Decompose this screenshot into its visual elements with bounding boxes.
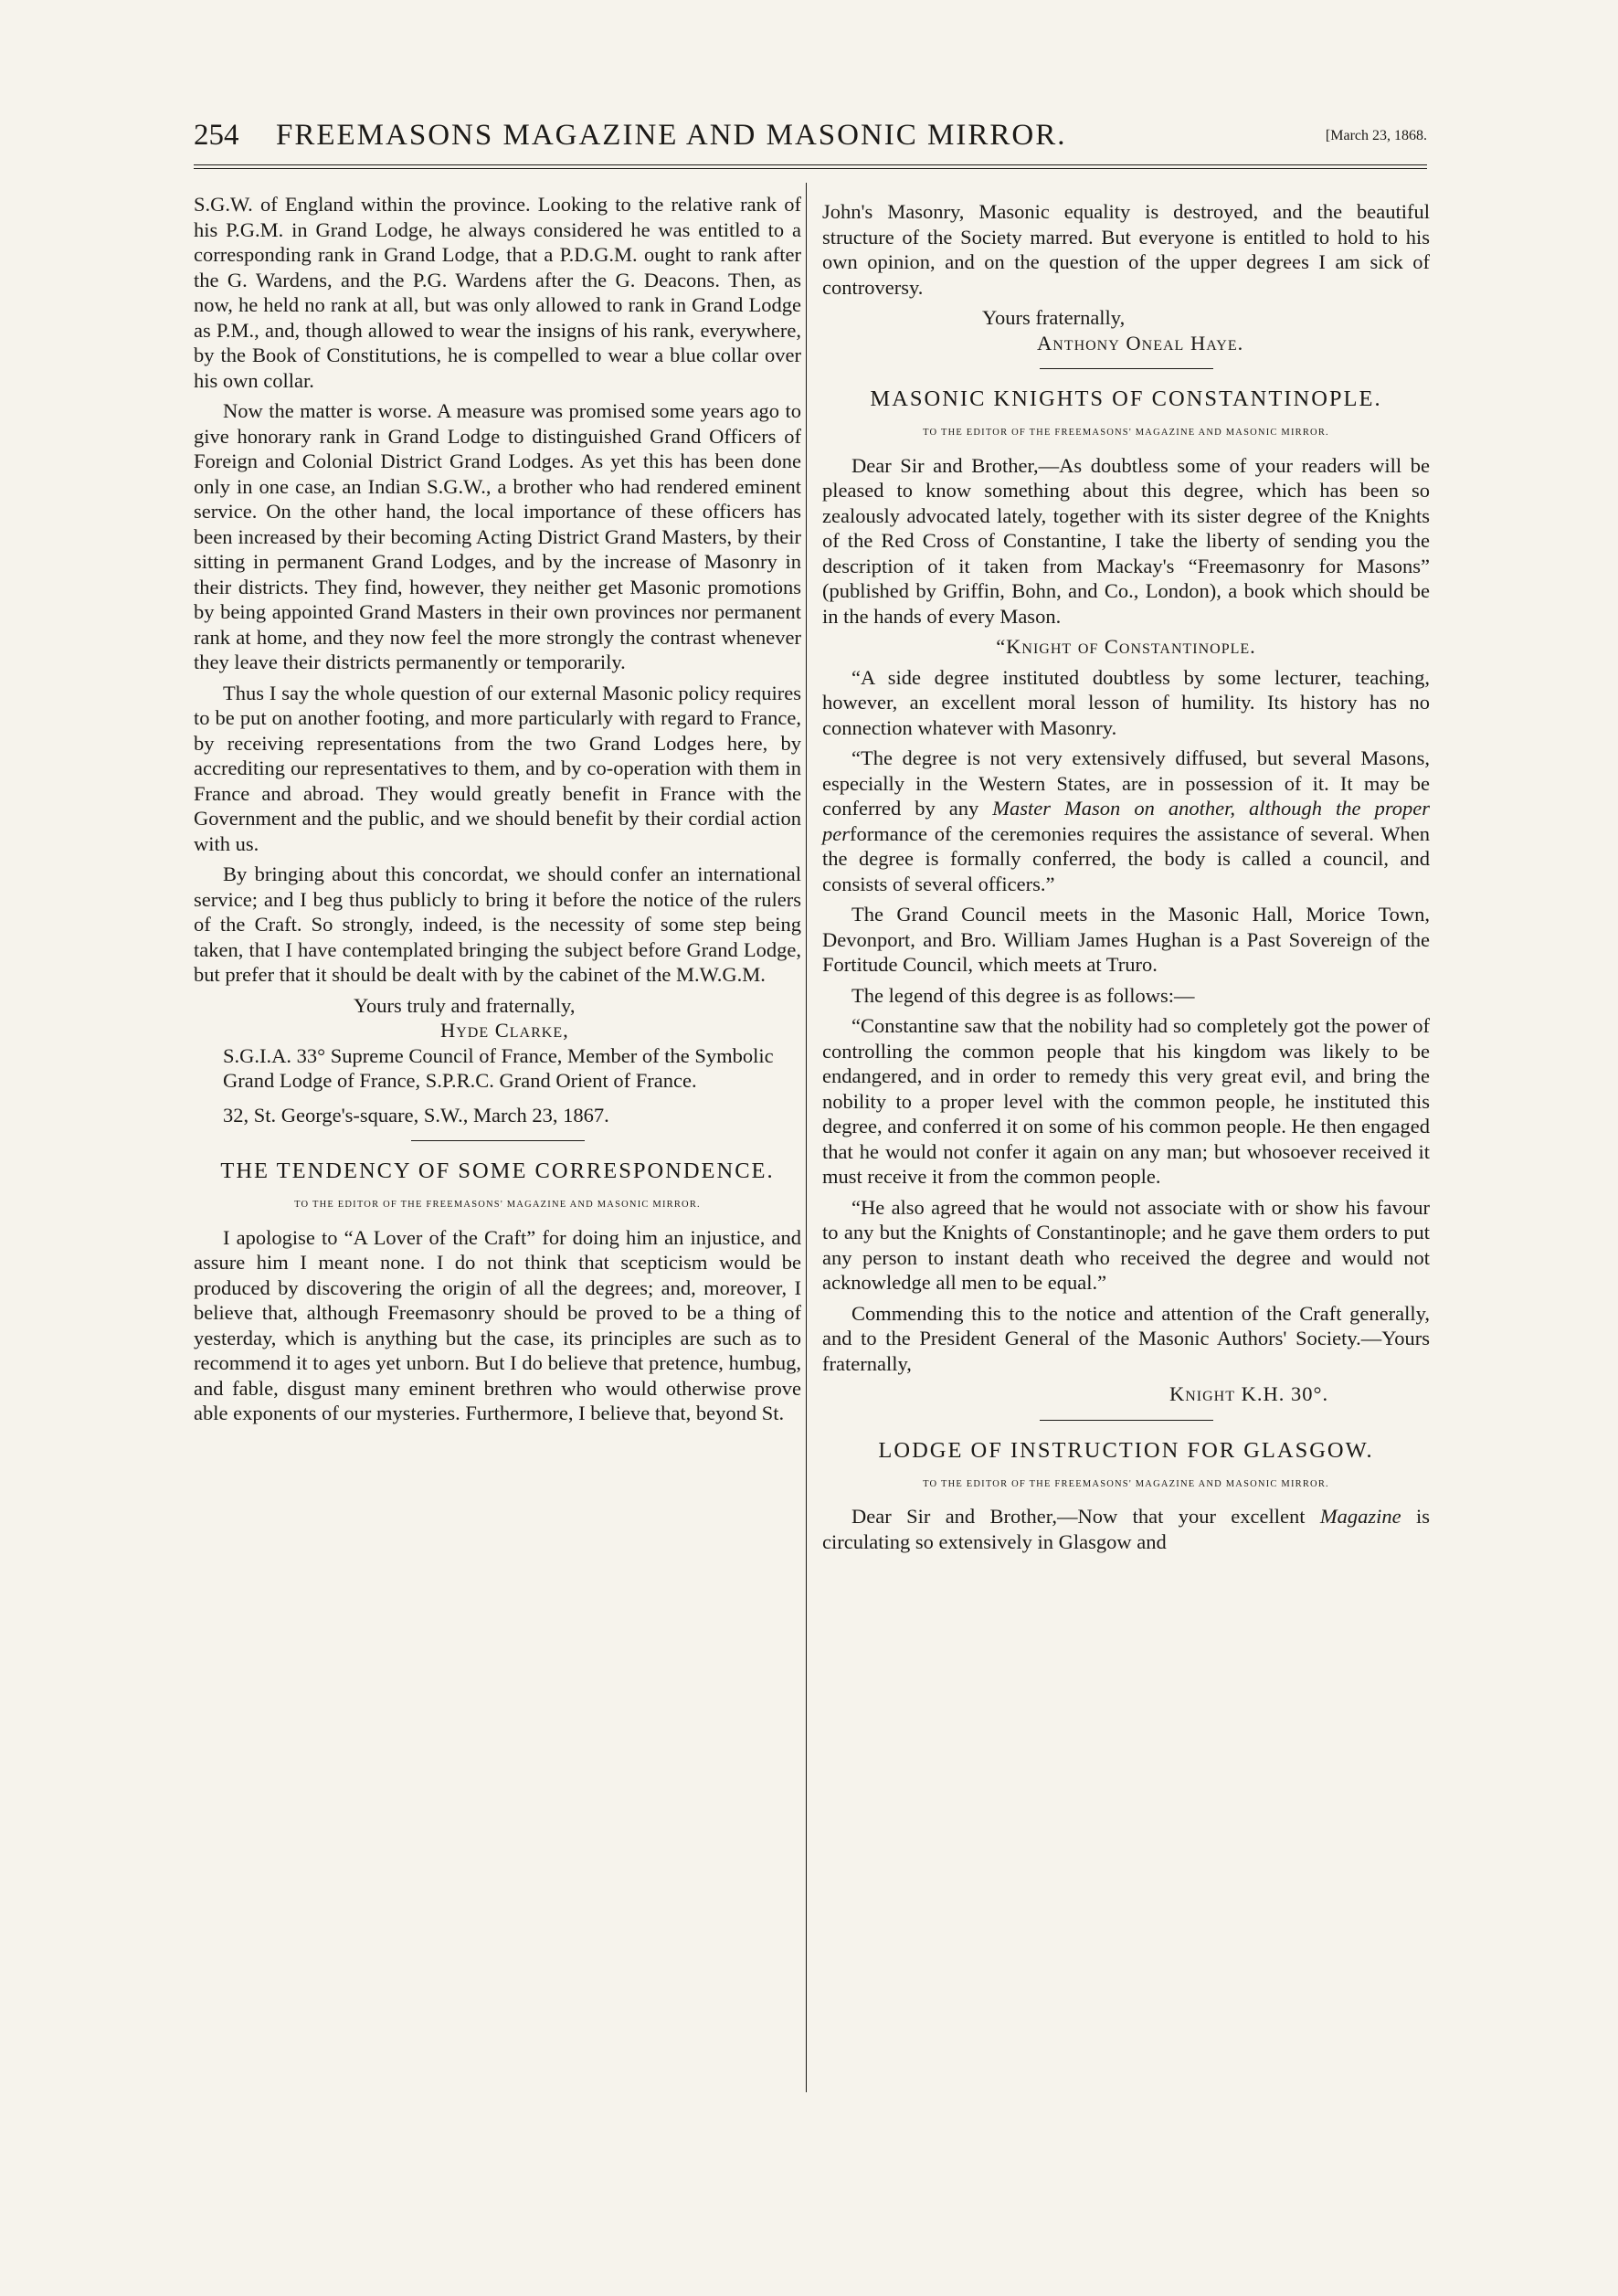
right-column <box>822 199 1430 1560</box>
paragraph: John's Masonry, Masonic equality is destroyed, and the beautiful structure of the Society marred. But everyone is entitled to hold to his own opinion, and on the question of the upper degrees I am sick of controversy. <box>822 200 1430 299</box>
article-title: THE TENDENCY OF SOME CORRESPONDENCE. <box>220 1159 775 1183</box>
page-header <box>194 119 1427 155</box>
column-divider <box>806 183 807 2092</box>
article-title: MASONIC KNIGHTS OF CONSTANTINOPLE. <box>870 386 1382 411</box>
paragraph: “He also agreed that he would not associate with or show his favour to any but the Knights of Constantinople; and he gave them orders to put any person to instant death who received the degree and would not acknowledge all men to be equal.” <box>822 1195 1430 1294</box>
header-rule-bottom <box>194 168 1427 169</box>
editor-address: TO THE EDITOR OF THE FREEMASONS' MAGAZINE AND MASONIC MIRROR. <box>294 1200 701 1210</box>
paragraph <box>822 1504 1430 1554</box>
signature-title: S.G.I.A. 33° Supreme Council of France, Member of the Symbolic Grand Lodge of France, S.P.R.C. Grand Orient of France. <box>223 1043 774 1092</box>
letter-address: 32, St. George's-square, S.W., March 23, 1867. <box>223 1103 609 1127</box>
section-divider <box>1040 1420 1213 1421</box>
subheading: “Knight of Constantinople. <box>996 635 1256 658</box>
left-column <box>194 192 801 1432</box>
italic-text: Master Mason on another, although the proper per <box>822 797 1430 845</box>
paragraph: Commending this to the notice and attention of the Craft generally, and to the President General of the Masonic Authors' Society.—Yours fraternally, <box>822 1301 1430 1375</box>
paragraph: The legend of this degree is as follows:— <box>851 983 1195 1007</box>
text-run: “The degree is not very extensively diffused, but several Masons, especially in the Western States, are in possession of it. It may be conferred by any <box>822 746 1430 820</box>
paragraph: By bringing about this concordat, we should confer an international service; and I beg thus publicly to bring it before the notice of the rulers of the Craft. So strongly, indeed, is the necessity of some step being taken, that I have contemplated bringing the subject before Grand Lodge, but prefer that it should be dealt with by the cabinet of the M.W.G.M. <box>194 862 801 986</box>
paragraph: S.G.W. of England within the province. Looking to the relative rank of his P.G.M. in Grand Lodge, he always considered he was entitled to a corresponding rank in Grand Lodge, that a P.D.G.M. ought to rank after the G. Wardens, and the P.G. Wardens after the G. Deacons. Then, as now, he held no rank at all, but was only allowed to rank in Grand Lodge as P.M., and, though allowed to wear the insigns of his rank, everywhere, by the Book of Constitutions, he is compelled to wear a blue collar over his own collar. <box>194 193 801 392</box>
paragraph <box>822 746 1430 896</box>
paragraph: Now the matter is worse. A measure was promised some years ago to give honorary rank in Grand Lodge to distinguished Grand Officers of Foreign and Colonial District Grand Lodges. As yet this has been done only in one case, an Indian S.G.W., a brother who had rendered eminent service. On the other hand, the local importance of these officers has been increased by their becoming Acting District Grand Masters, by their sitting in permanent Grand Lodges, and by the increase of Masonry in their districts. They find, however, they neither get Masonic promotions by being appointed Grand Masters in their own provinces nor permanent rank at home, and they now feel the more strongly the contrast whenever they leave their districts permanently or temporarily. <box>194 399 801 673</box>
paragraph: “Constantine saw that the nobility had so completely got the power of controlling the common people that his kingdom was likely to be endangered, and in order to remedy this very great evil, and bring the nobility to a proper level with the common people, he instituted this degree, and conferred it on some of his common people. He then engaged that he would not confer it again on any man; but whosoever received it must receive it from the common people. <box>822 1014 1430 1188</box>
page-number: 254 <box>194 119 239 152</box>
text-run: is circulating so extensively in Glasgow and <box>822 1505 1430 1553</box>
paragraph: “A side degree instituted doubtless by some lecturer, teaching, however, an excellent moral lesson of humility. Its history has no connection whatever with Masonry. <box>822 665 1430 739</box>
paragraph: Thus I say the whole question of our external Masonic policy requires to be put on another footing, and more particularly with regard to France, by receiving representations from the two Grand Lodges here, by accrediting our representatives to them, and by co-operation with them in France and abroad. They would greatly benefit in France with the Government and the public, and we should benefit by their cordial action with us. <box>194 681 801 855</box>
italic-text: Magazine <box>1319 1505 1401 1528</box>
masthead-title: FREEMASONS MAGAZINE AND MASONIC MIRROR. <box>276 119 1067 152</box>
text-run: Dear Sir and Brother,—Now that your excellent <box>851 1505 1320 1528</box>
section-divider <box>411 1140 585 1141</box>
text-run: formance of the ceremonies requires the assistance of several. When the degree is formally conferred, the body is called a council, and consists of several officers.” <box>822 821 1430 895</box>
paragraph: Dear Sir and Brother,—As doubtless some of your readers will be pleased to know something about this degree, which has been so zealously advocated lately, together with its sister degree of the Knights of the Red Cross of Constantine, I take the liberty of sending you the description of it taken from Mackay's “Freemasonry for Masons” (published by Griffin, Bohn, and Co., London), a book which should be in the hands of every Mason. <box>822 453 1430 628</box>
letter-closing: Yours truly and fraternally, <box>354 993 576 1017</box>
signature: Knight K.H. 30°. <box>1169 1382 1329 1405</box>
letter-closing: Yours fraternally, <box>982 306 1126 329</box>
article-title: LODGE OF INSTRUCTION FOR GLASGOW. <box>878 1437 1374 1463</box>
header-rule-top <box>194 164 1427 165</box>
paragraph: The Grand Council meets in the Masonic Hall, Morice Town, Devonport, and Bro. William James Hughan is a Past Sovereign of the Fortitude Council, which meets at Truro. <box>822 903 1430 976</box>
section-divider <box>1040 368 1213 369</box>
issue-date: [March 23, 1868. <box>1325 128 1427 143</box>
paragraph: I apologise to “A Lover of the Craft” for doing him an injustice, and assure him I meant none. I do not think that scepticism would be produced by discovering the origin of all the degrees; and, moreover, I believe that, although Freemasonry should be proved to be a thing of yesterday, which is anything but the case, its principles are such as to recommend it to ages yet unborn. But I do believe that pretence, humbug, and fable, disgust many eminent brethren who would otherwise prove able exponents of our mysteries. Furthermore, I believe that, beyond St. <box>194 1225 801 1424</box>
editor-address: TO THE EDITOR OF THE FREEMASONS' MAGAZINE AND MASONIC MIRROR. <box>923 428 1329 438</box>
signature: Anthony Oneal Haye. <box>1037 331 1244 354</box>
editor-address: TO THE EDITOR OF THE FREEMASONS' MAGAZINE AND MASONIC MIRROR. <box>923 1478 1329 1489</box>
signature: Hyde Clarke, <box>440 1019 569 1042</box>
